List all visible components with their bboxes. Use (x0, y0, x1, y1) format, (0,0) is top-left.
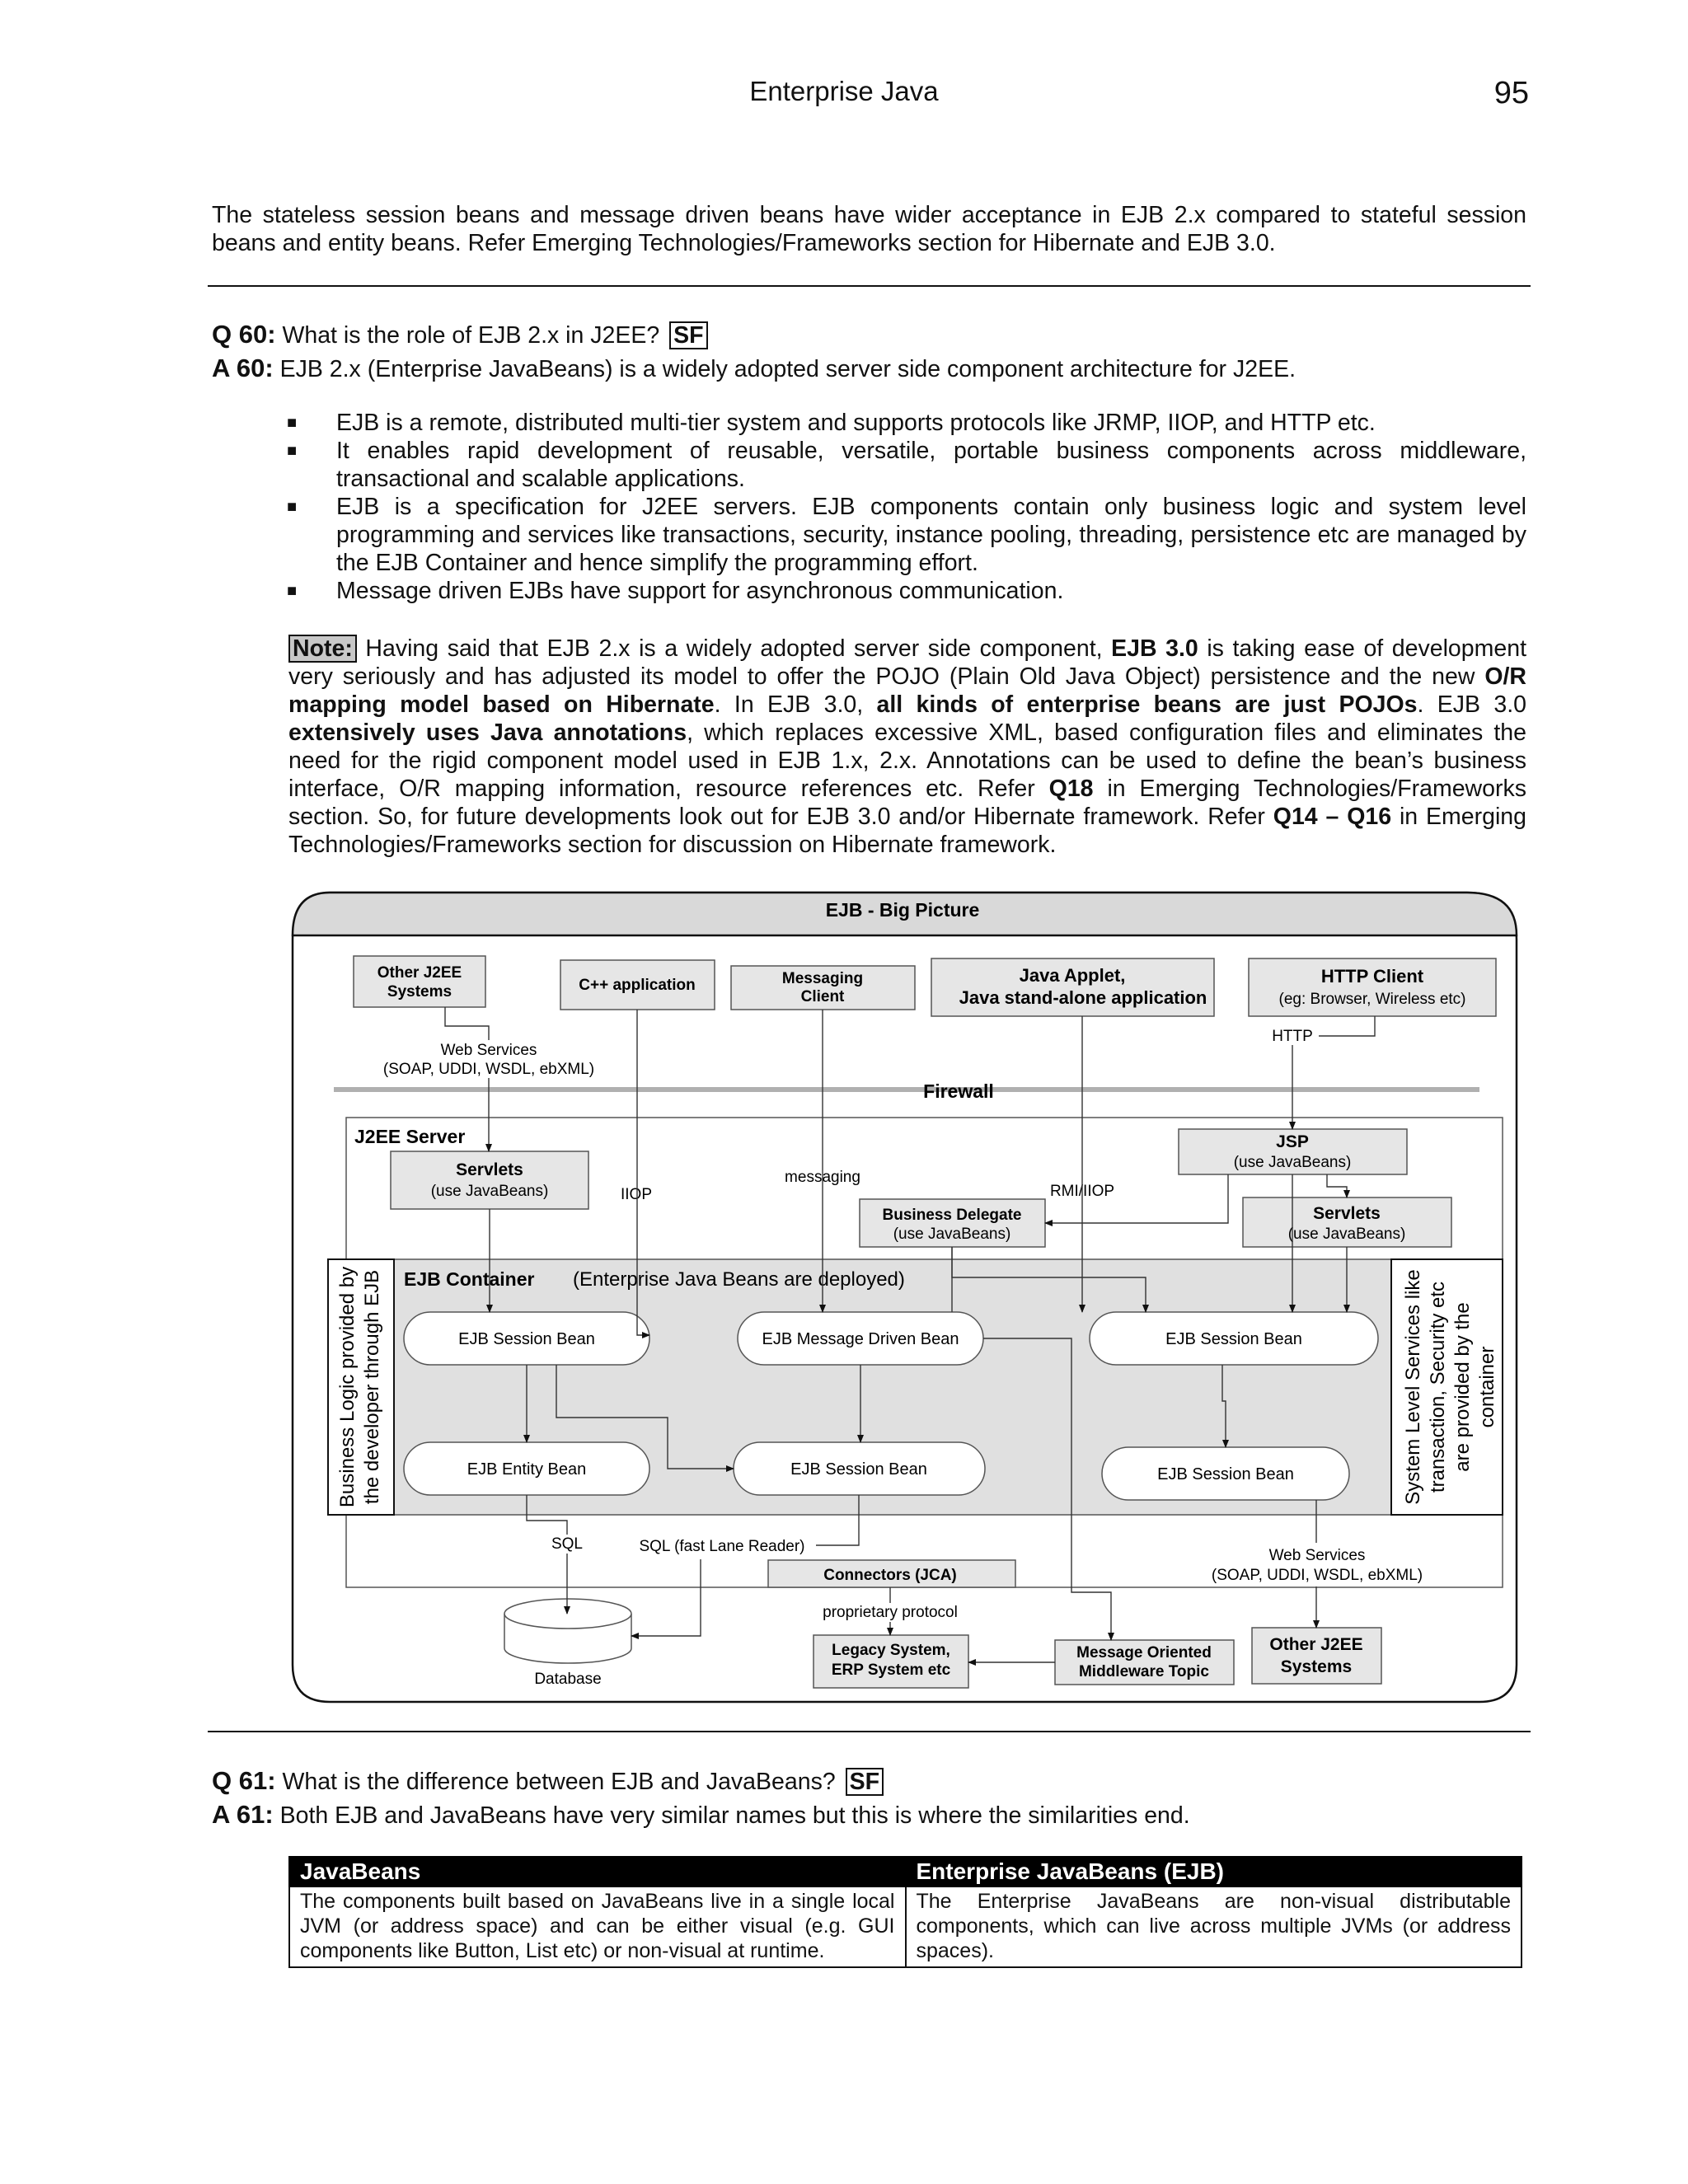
question-text: What is the difference between EJB and JavaBeans? (282, 1769, 836, 1795)
svg-text:transaction, Security etc: transaction, Security etc (1427, 1281, 1449, 1493)
svg-text:Client: Client (800, 988, 845, 1005)
svg-text:IIOP: IIOP (620, 1186, 653, 1203)
svg-text:EJB Message Driven Bean: EJB Message Driven Bean (762, 1330, 959, 1348)
svg-text:container: container (1476, 1346, 1498, 1428)
intro-paragraph: The stateless session beans and message driven beans have wider acceptance in EJB 2.x compared to stateful session beans and entity beans. Refer Emerging Technologies/Frameworks section for Hibernate and EJB 3.0. (212, 202, 1526, 256)
svg-text:Servlets: Servlets (1313, 1204, 1381, 1223)
running-header-title: Enterprise Java (749, 76, 939, 106)
answer-label: A 60: (212, 354, 274, 382)
svg-text:EJB Session Bean: EJB Session Bean (1165, 1330, 1302, 1348)
list-item: ■ Message driven EJBs have support for asynchronous communication. (287, 578, 1064, 604)
svg-text:Database: Database (534, 1671, 602, 1688)
svg-text:(SOAP, UDDI, WSDL, ebXML): (SOAP, UDDI, WSDL, ebXML) (382, 1061, 595, 1078)
note-paragraph: Note: Having said that EJB 2.x is a widely adopted server side component, EJB 3.0 is taking ease of development very seriously and has adjusted its model to offer the POJO (Plain Old Java Object) persistence and the new O/R mapping model based on Hibernate. In EJB 3.0, all kinds of enterprise beans are just POJOs. EJB 3.0 extensively uses Java annotations, which replaces excessive XML, based configuration files and eliminates the need for the rigid component model used in EJB 1.x, 2.x. Annotations can be used to define the bean’s business interface, O/R mapping information, resource references etc. Refer Q18 in Emerging Technologies/Frameworks section. So, for future developments look out for EJB 3.0 and/or Hibernate framework. Refer Q14 – Q16 in Emerging Technologies/Frameworks section for discussion on Hibernate framework. (288, 635, 1527, 858)
svg-text:Systems: Systems (1280, 1657, 1353, 1676)
section-divider (208, 1731, 1531, 1732)
database-icon (504, 1599, 631, 1663)
question-text: What is the role of EJB 2.x in J2EE? (282, 322, 660, 349)
note-label: Note: (288, 635, 357, 663)
svg-text:(use JavaBeans): (use JavaBeans) (893, 1226, 1011, 1243)
svg-text:Web Services: Web Services (440, 1042, 537, 1059)
svg-text:HTTP: HTTP (1272, 1028, 1313, 1045)
svg-text:C++ application: C++ application (579, 977, 696, 994)
svg-text:(eg: Browser, Wireless etc): (eg: Browser, Wireless etc) (1278, 991, 1466, 1008)
svg-text:SQL: SQL (551, 1535, 584, 1553)
comparison-table (288, 1856, 1522, 1968)
svg-text:Systems: Systems (387, 983, 452, 1001)
svg-text:Other J2EE: Other J2EE (1269, 1635, 1363, 1654)
answer-61 (212, 1800, 1190, 1830)
svg-text:Messaging: Messaging (781, 970, 864, 987)
answer-text: EJB 2.x (Enterprise JavaBeans) is a widely adopted server side component architecture for J2EE. (279, 356, 1296, 382)
svg-text:messaging: messaging (785, 1169, 860, 1186)
svg-text:(use JavaBeans): (use JavaBeans) (430, 1183, 549, 1200)
svg-text:Business Logic provided by: Business Logic provided by (336, 1266, 359, 1508)
svg-text:(SOAP, UDDI, WSDL, ebXML): (SOAP, UDDI, WSDL, ebXML) (1211, 1567, 1423, 1584)
list-item: ■ EJB is a remote, distributed multi-tier system and supports protocols like JRMP, IIOP, and HTTP etc. (287, 410, 1376, 436)
question-61 (212, 1766, 884, 1796)
diagram-title: EJB - Big Picture (825, 899, 980, 921)
svg-text:RMI/IIOP: RMI/IIOP (1049, 1183, 1115, 1200)
table-header-row (289, 1857, 1522, 1886)
svg-text:Servlets: Servlets (456, 1160, 523, 1179)
svg-text:J2EE Server: J2EE Server (354, 1126, 466, 1147)
svg-text:JSP: JSP (1276, 1132, 1309, 1151)
svg-text:System Level Services like: System Level Services like (1402, 1269, 1424, 1505)
answer-text: Both EJB and JavaBeans have very similar names but this is where the similarities end. (279, 1802, 1190, 1829)
svg-text:SQL (fast Lane Reader): SQL (fast Lane Reader) (639, 1538, 805, 1555)
answer-label: A 61: (212, 1800, 274, 1829)
svg-text:Connectors (JCA): Connectors (JCA) (823, 1567, 957, 1584)
svg-text:Other J2EE: Other J2EE (377, 964, 462, 982)
svg-text:Web Services: Web Services (1268, 1547, 1366, 1564)
question-label: Q 60: (212, 320, 276, 349)
list-item: ■ EJB is a specification for J2EE servers. EJB components contain only business logic and system level programming and services like transactions, security, instance pooling, threading, persistence etc are managed by the EJB Container and hence simplify the programming effort. (287, 494, 1526, 576)
table-cell: The Enterprise JavaBeans are non-visual distributable components, which can live across multiple JVMs (or address spaces). (906, 1886, 1522, 1967)
page-number: 95 (1493, 76, 1529, 110)
svg-text:Middleware Topic: Middleware Topic (1078, 1663, 1210, 1680)
svg-text:are provided by the: are provided by the (1451, 1302, 1474, 1472)
svg-text:Java Applet,: Java Applet, (1019, 965, 1126, 986)
svg-text:EJB Session Bean: EJB Session Bean (458, 1330, 595, 1348)
list-item: ■ It enables rapid development of reusable, versatile, portable business components across middleware, transactional and scalable applications. (287, 438, 1526, 492)
table-row (289, 1886, 1522, 1967)
table-cell: The components built based on JavaBeans live in a single local JVM (or address space) and can be either visual (e.g. GUI components like Button, List etc) or non-visual at runtime. (289, 1886, 906, 1967)
svg-text:(use JavaBeans): (use JavaBeans) (1233, 1154, 1352, 1171)
svg-text:HTTP Client: HTTP Client (1320, 966, 1424, 987)
svg-text:Java stand-alone application: Java stand-alone application (959, 987, 1207, 1008)
svg-text:EJB Session Bean: EJB Session Bean (1157, 1465, 1294, 1483)
svg-text:(Enterprise Java Beans are dep: (Enterprise Java Beans are deployed) (573, 1268, 905, 1291)
difficulty-tag: SF (846, 1768, 884, 1796)
svg-text:EJB Session Bean: EJB Session Bean (790, 1460, 927, 1479)
svg-text:ERP System etc: ERP System etc (831, 1661, 951, 1679)
svg-text:Business Delegate: Business Delegate (882, 1207, 1022, 1224)
column-header-javabeans: JavaBeans (289, 1857, 906, 1886)
svg-text:(use JavaBeans): (use JavaBeans) (1287, 1226, 1406, 1243)
svg-text:Message Oriented: Message Oriented (1076, 1644, 1212, 1661)
svg-text:proprietary protocol: proprietary protocol (823, 1604, 958, 1621)
svg-text:EJB Entity Bean: EJB Entity Bean (467, 1460, 587, 1479)
svg-text:the developer through EJB: the developer through EJB (361, 1269, 383, 1505)
difficulty-tag: SF (669, 321, 707, 349)
svg-text:Legacy System,: Legacy System, (832, 1642, 950, 1659)
svg-text:EJB Container: EJB Container (404, 1268, 535, 1290)
column-header-ejb: Enterprise JavaBeans (EJB) (906, 1857, 1522, 1886)
svg-text:Firewall: Firewall (923, 1080, 994, 1102)
question-label: Q 61: (212, 1766, 276, 1795)
